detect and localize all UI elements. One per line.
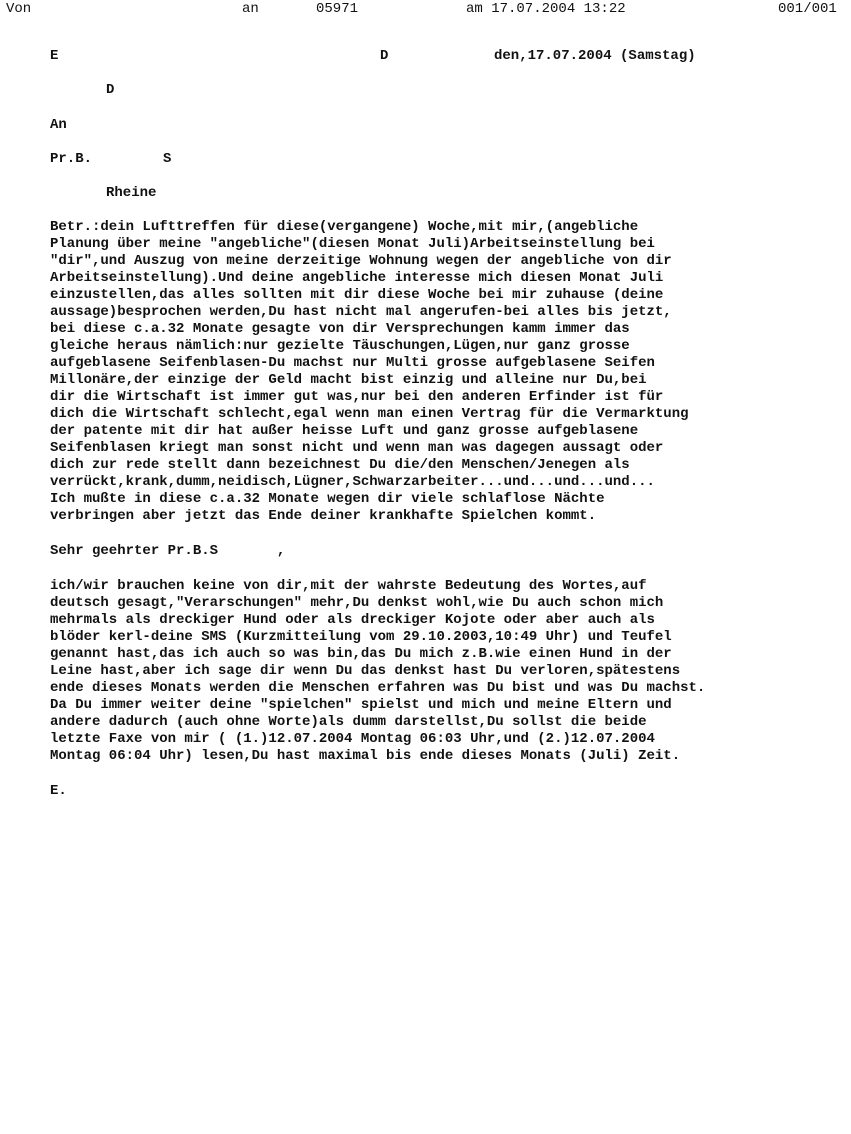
fax-sent-timestamp: am 17.07.2004 13:22 xyxy=(466,1,626,17)
sender-line-2: D xyxy=(106,82,115,98)
fax-to-number: 05971 xyxy=(316,1,359,17)
fax-from-label: Von xyxy=(6,1,32,17)
signature: E. xyxy=(50,783,67,799)
salutation: Sehr geehrter Pr.B.S , xyxy=(50,543,286,559)
fax-page-count: 001/001 xyxy=(778,1,837,17)
recipient-city: Rheine xyxy=(106,185,157,201)
recipient-initial: S xyxy=(163,151,172,167)
body-paragraph: ich/wir brauchen keine von dir,mit der wahrste Bedeutung des Wortes,auf deutsch gesagt,"Verarschungen" mehr,Du denkst wohl,wie Du auch schon mich mehrmals als dreckiger Hund oder als dreckiger Kojote oder aber auch als blöder kerl-deine SMS (Kurzmitteilung vom 29.10.2003,10:49 Uhr) und Teufel genannt hast,das ich auch so was bin,das Du mich z.B.wie einen Hund in der Leine hast,aber ich sage dir wenn Du das denkst hast Du verloren,spätestens ende dieses Monats werden die Menschen erfahren was Du bist und was Du machst. Da Du immer weiter deine "spielchen" spielst und mich und meine Eltern und andere dadurch (auch ohne Worte)als dumm darstellst,Du sollst die beide letzte Faxe von mir ( (1.)12.07.2004 Montag 06:03 Uhr,und (2.)12.07.2004 Montag 06:04 Uhr) lesen,Du hast maximal bis ende dieses Monats (Juli) Zeit. xyxy=(50,578,706,764)
recipient-name: Pr.B. xyxy=(50,151,93,167)
subject-paragraph: Betr.:dein Lufttreffen für diese(vergangene) Woche,mit mir,(angebliche Planung über meine "angebliche"(diesen Monat Juli)Arbeitseinstellung bei "dir",und Auszug von meine derzeitige Wohnung wegen der angebliche von dir Arbeitseinstellung).Und deine angebliche interesse mich diesen Monat Juli einzustellen,das alles sollten mit dir diese Woche bei mir zuhause (deine aussage)besprochen werden,Du hast nicht mal angerufen-bei alles bis jetzt, bei diese c.a.32 Monate gesagte von dir Versprechungen kamm immer das gleiche heraus nämlich:nur gezielte Täuschungen,Lügen,nur ganz grosse aufgeblasene Seifenblasen-Du machst nur Multi grosse aufgeblasene Seifen Millonäre,der einzige der Geld macht bist einzig und alleine nur Du,bei dir die Wirtschaft ist immer gut was,nur bei den anderen Erfinder ist für dich die Wirtschaft schlecht,egal wenn man einen Vertrag für die Vermarktung der patente mit dir hat außer heisse Luft und ganz grosse aufgeblasene Seifenblasen kriegt man sonst nicht und wenn man was dagegen aussagt oder dich zur rede stellt dann bezeichnest Du die/den Menschen/Jenegen als verrückt,krank,dumm,neidisch,Lügner,Schwarzarbeiter...und...und...und... Ich mußte in diese c.a.32 Monate wegen dir viele schlaflose Nächte verbringen aber jetzt das Ende deiner krankhafte Spielchen kommt. xyxy=(50,219,689,524)
sender-initial: E xyxy=(50,48,59,64)
sender-second-initial: D xyxy=(380,48,389,64)
fax-to-label: an xyxy=(242,1,259,17)
letter-date: den,17.07.2004 (Samstag) xyxy=(494,48,696,64)
fax-transmission-header xyxy=(0,0,851,18)
recipient-prefix: An xyxy=(50,117,67,133)
